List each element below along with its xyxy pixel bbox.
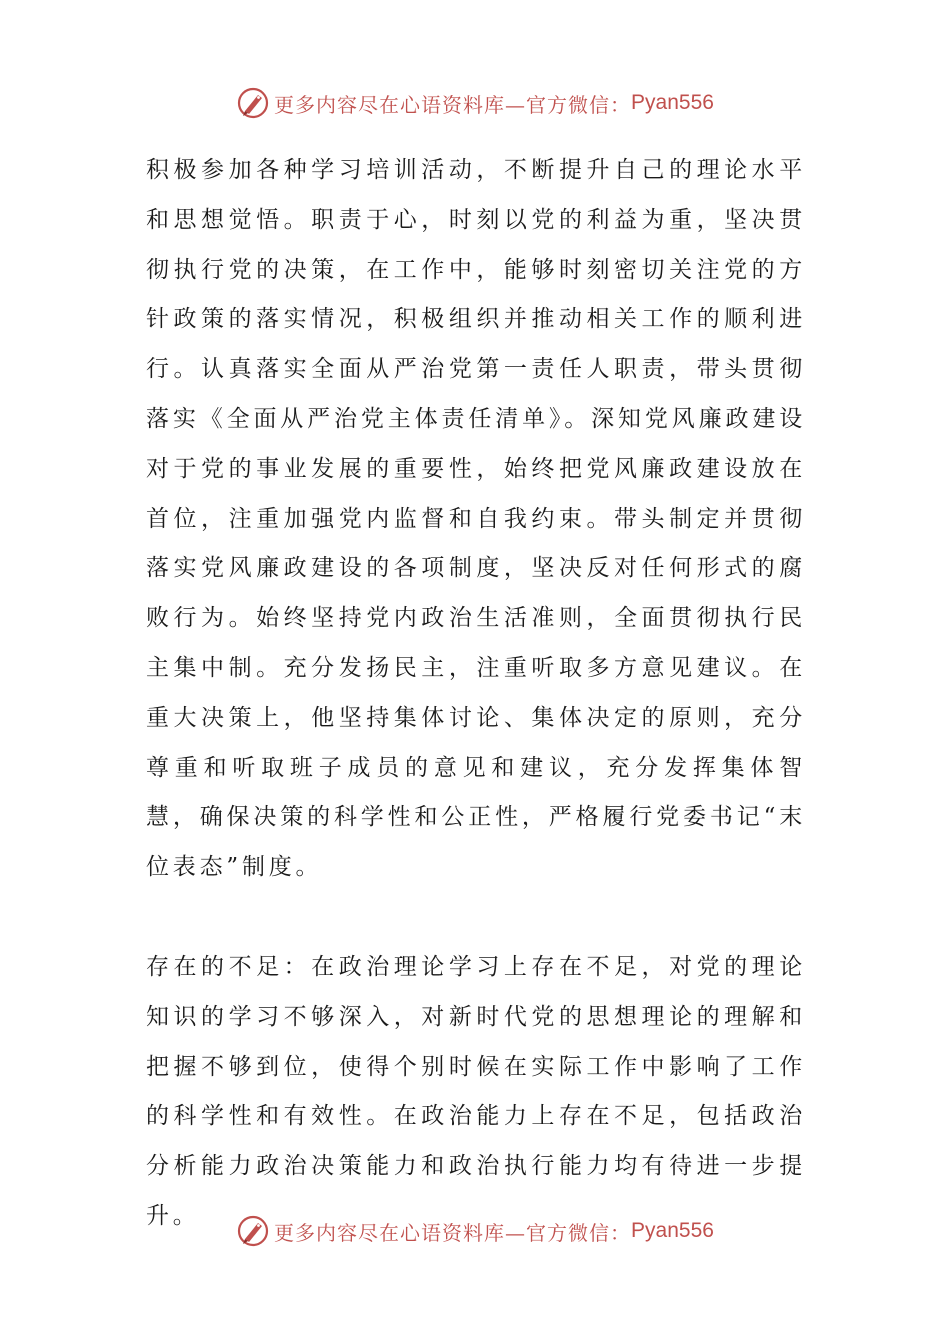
document-body	[146, 146, 806, 1242]
paragraph-spacer	[146, 893, 806, 943]
footer-wechat-id: Pyan556	[631, 1219, 714, 1242]
paragraph-1: 积极参加各种学习培训活动，不断提升自己的理论水平和思想觉悟。职责于心，时刻以党的利益为重，坚决贯彻执行党的决策，在工作中，能够时刻密切关注党的方针政策的落实情况，积极组织并推动相关工作的顺利进行。认真落实全面从严治党第一责任人职责，带头贯彻落实《全面从严治党主体责任清单》。深知党风廉政建设对于党的事业发展的重要性，始终把党风廉政建设放在首位，注重加强党内监督和自我约束。带头制定并贯彻落实党风廉政建设的各项制度，坚决反对任何形式的腐败行为。始终坚持党内政治生活准则，全面贯彻执行民主集中制。充分发扬民主，注重听取多方意见建议。在重大决策上，他坚持集体讨论、集体决定的原则，充分尊重和听取班子成员的意见和建议，充分发挥集体智慧，确保决策的科学性和公正性，严格履行党委书记“末位表态”制度。	[146, 157, 806, 881]
pen-nib-icon	[236, 1214, 270, 1248]
footer-banner-text: 更多内容尽在心语资料库—官方微信：	[274, 1220, 632, 1245]
header-wechat-id: Pyan556	[631, 91, 714, 114]
pen-nib-icon	[236, 86, 270, 120]
paragraph-2: 存在的不足：在政治理论学习上存在不足，对党的理论知识的学习不够深入，对新时代党的思想理论的理解和把握不够到位，使得个别时候在实际工作中影响了工作的科学性和有效性。在政治能力上存在不足，包括政治分析能力政治决策能力和政治执行能力均有待进一步提升。	[146, 953, 806, 1229]
header-banner	[0, 83, 950, 123]
footer-banner	[0, 1211, 950, 1251]
header-banner-text: 更多内容尽在心语资料库—官方微信：	[274, 92, 632, 117]
